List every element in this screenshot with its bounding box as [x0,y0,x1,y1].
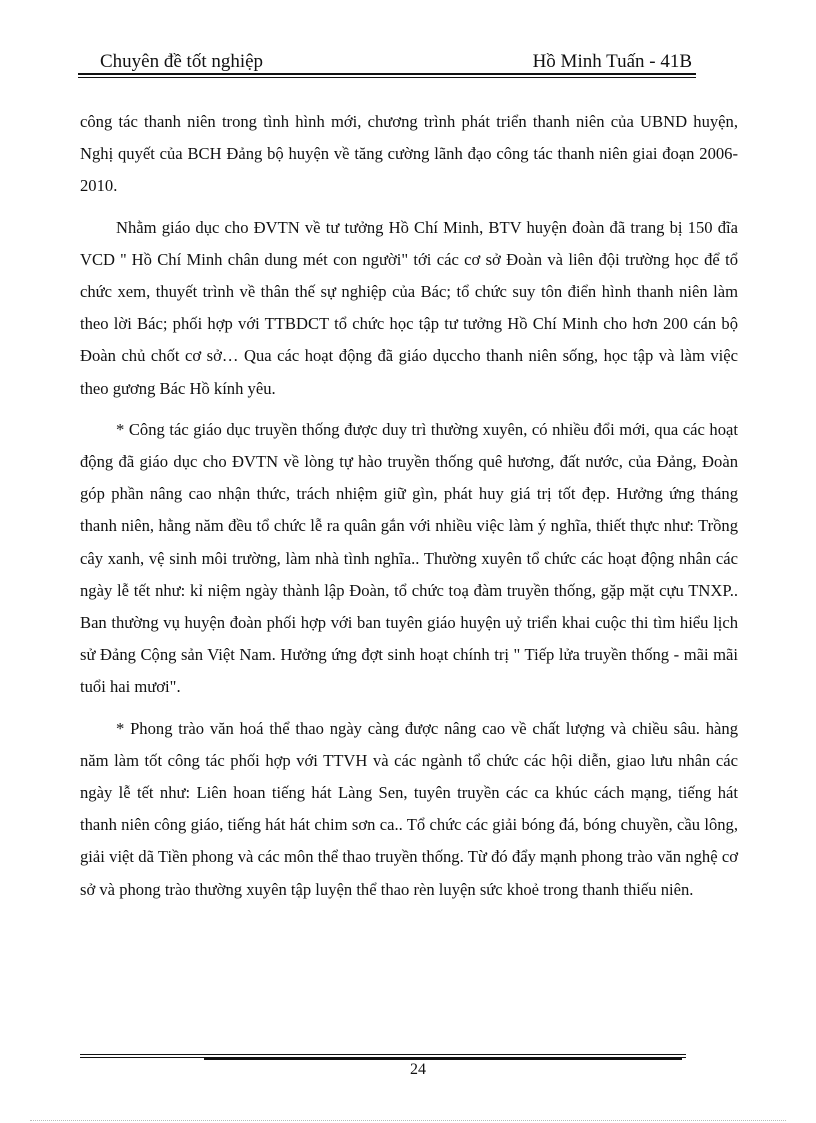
paragraph-1: công tác thanh niên trong tình hình mới, chương trình phát triển thanh niên của UBND huyện, Nghị quyết của BCH Đảng bộ huyện về tăng cường lãnh đạo công tác thanh niên giai đoạn 2006-2010. [80,112,738,196]
header-divider-thick [78,73,696,75]
page-header [78,50,696,74]
paragraph-3: * Công tác giáo dục truyền thống được duy trì thường xuyên, có nhiều đổi mới, qua các hoạt động đã giáo dục cho ĐVTN về lòng tự hào truyền thống quê hương, đất nước, của Đảng, Đoàn góp phần nâng cao nhận thức, trách nhiệm giữ gìn, phát huy giá trị tốt đẹp. Hưởng ứng tháng thanh niên, hằng năm đều tổ chức lễ ra quân gắn với nhiều việc làm ý nghĩa, thiết thực như: Trồng cây xanh, vệ sinh môi trường, làm nhà tình nghĩa.. Thường xuyên tổ chức các hoạt động nhân các ngày lễ tết như: kỉ niệm ngày thành lập Đoàn, tổ chức toạ đàm truyền thống, gặp mặt cựu TNXP.. Ban thường vụ huyện đoàn phối hợp với ban tuyên giáo huyện uỷ triển khai cuộc thi tìm hiểu lịch sử Đảng Cộng sản Việt Nam. Hưởng ứng đợt sinh hoạt chính trị " Tiếp lửa truyền thống - mãi mãi tuổi hai mươi". [80,419,738,697]
paragraph-4: * Phong trào văn hoá thể thao ngày càng được nâng cao về chất lượng và chiều sâu. hàng năm làm tốt công tác phối hợp với TTVH và các ngành tổ chức các hội diễn, giao lưu nhân các ngày lễ tết như: Liên hoan tiếng hát Làng Sen, tuyên truyền các ca khúc cách mạng, tiếng hát thanh niên công giáo, tiếng hát hát chim sơn ca.. Tổ chức các giải bóng đá, bóng chuyền, cầu lông, giải việt dã Tiền phong và các môn thể thao truyền thống. Từ đó đẩy mạnh phong trào văn nghệ cơ sở và phong trào thường xuyên tập luyện thể thao rèn luyện sức khoẻ trong thanh thiếu niên. [80,718,738,899]
paragraph-2: Nhằm giáo dục cho ĐVTN về tư tưởng Hồ Chí Minh, BTV huyện đoàn đã trang bị 150 đĩa VCD '' Hồ Chí Minh chân dung mét con người" tới các cơ sở Đoàn và liên đội trường học để tổ chức xem, thuyết trình về thân thế sự nghiệp của Bác; tổ chức suy tôn điển hình thanh niên làm theo lời Bác; phối hợp với TTBDCT tổ chức học tập tư tưởng Hồ Chí Minh cho hơn 200 cán bộ Đoàn chủ chốt cơ sở… Qua các hoạt động đã giáo dụccho thanh niên sống, học tập và làm việc theo gương Bác Hồ kính yêu. [80,217,738,398]
page-edge-divider [30,1120,786,1121]
header-divider-thin [78,77,696,78]
header-author: Hồ Minh Tuấn - 41B [532,51,692,72]
footer-divider-top [80,1054,686,1055]
header-title: Chuyên đề tốt nghiệp [100,51,264,72]
document-body [80,106,738,915]
page-number: 24 [410,1061,426,1078]
